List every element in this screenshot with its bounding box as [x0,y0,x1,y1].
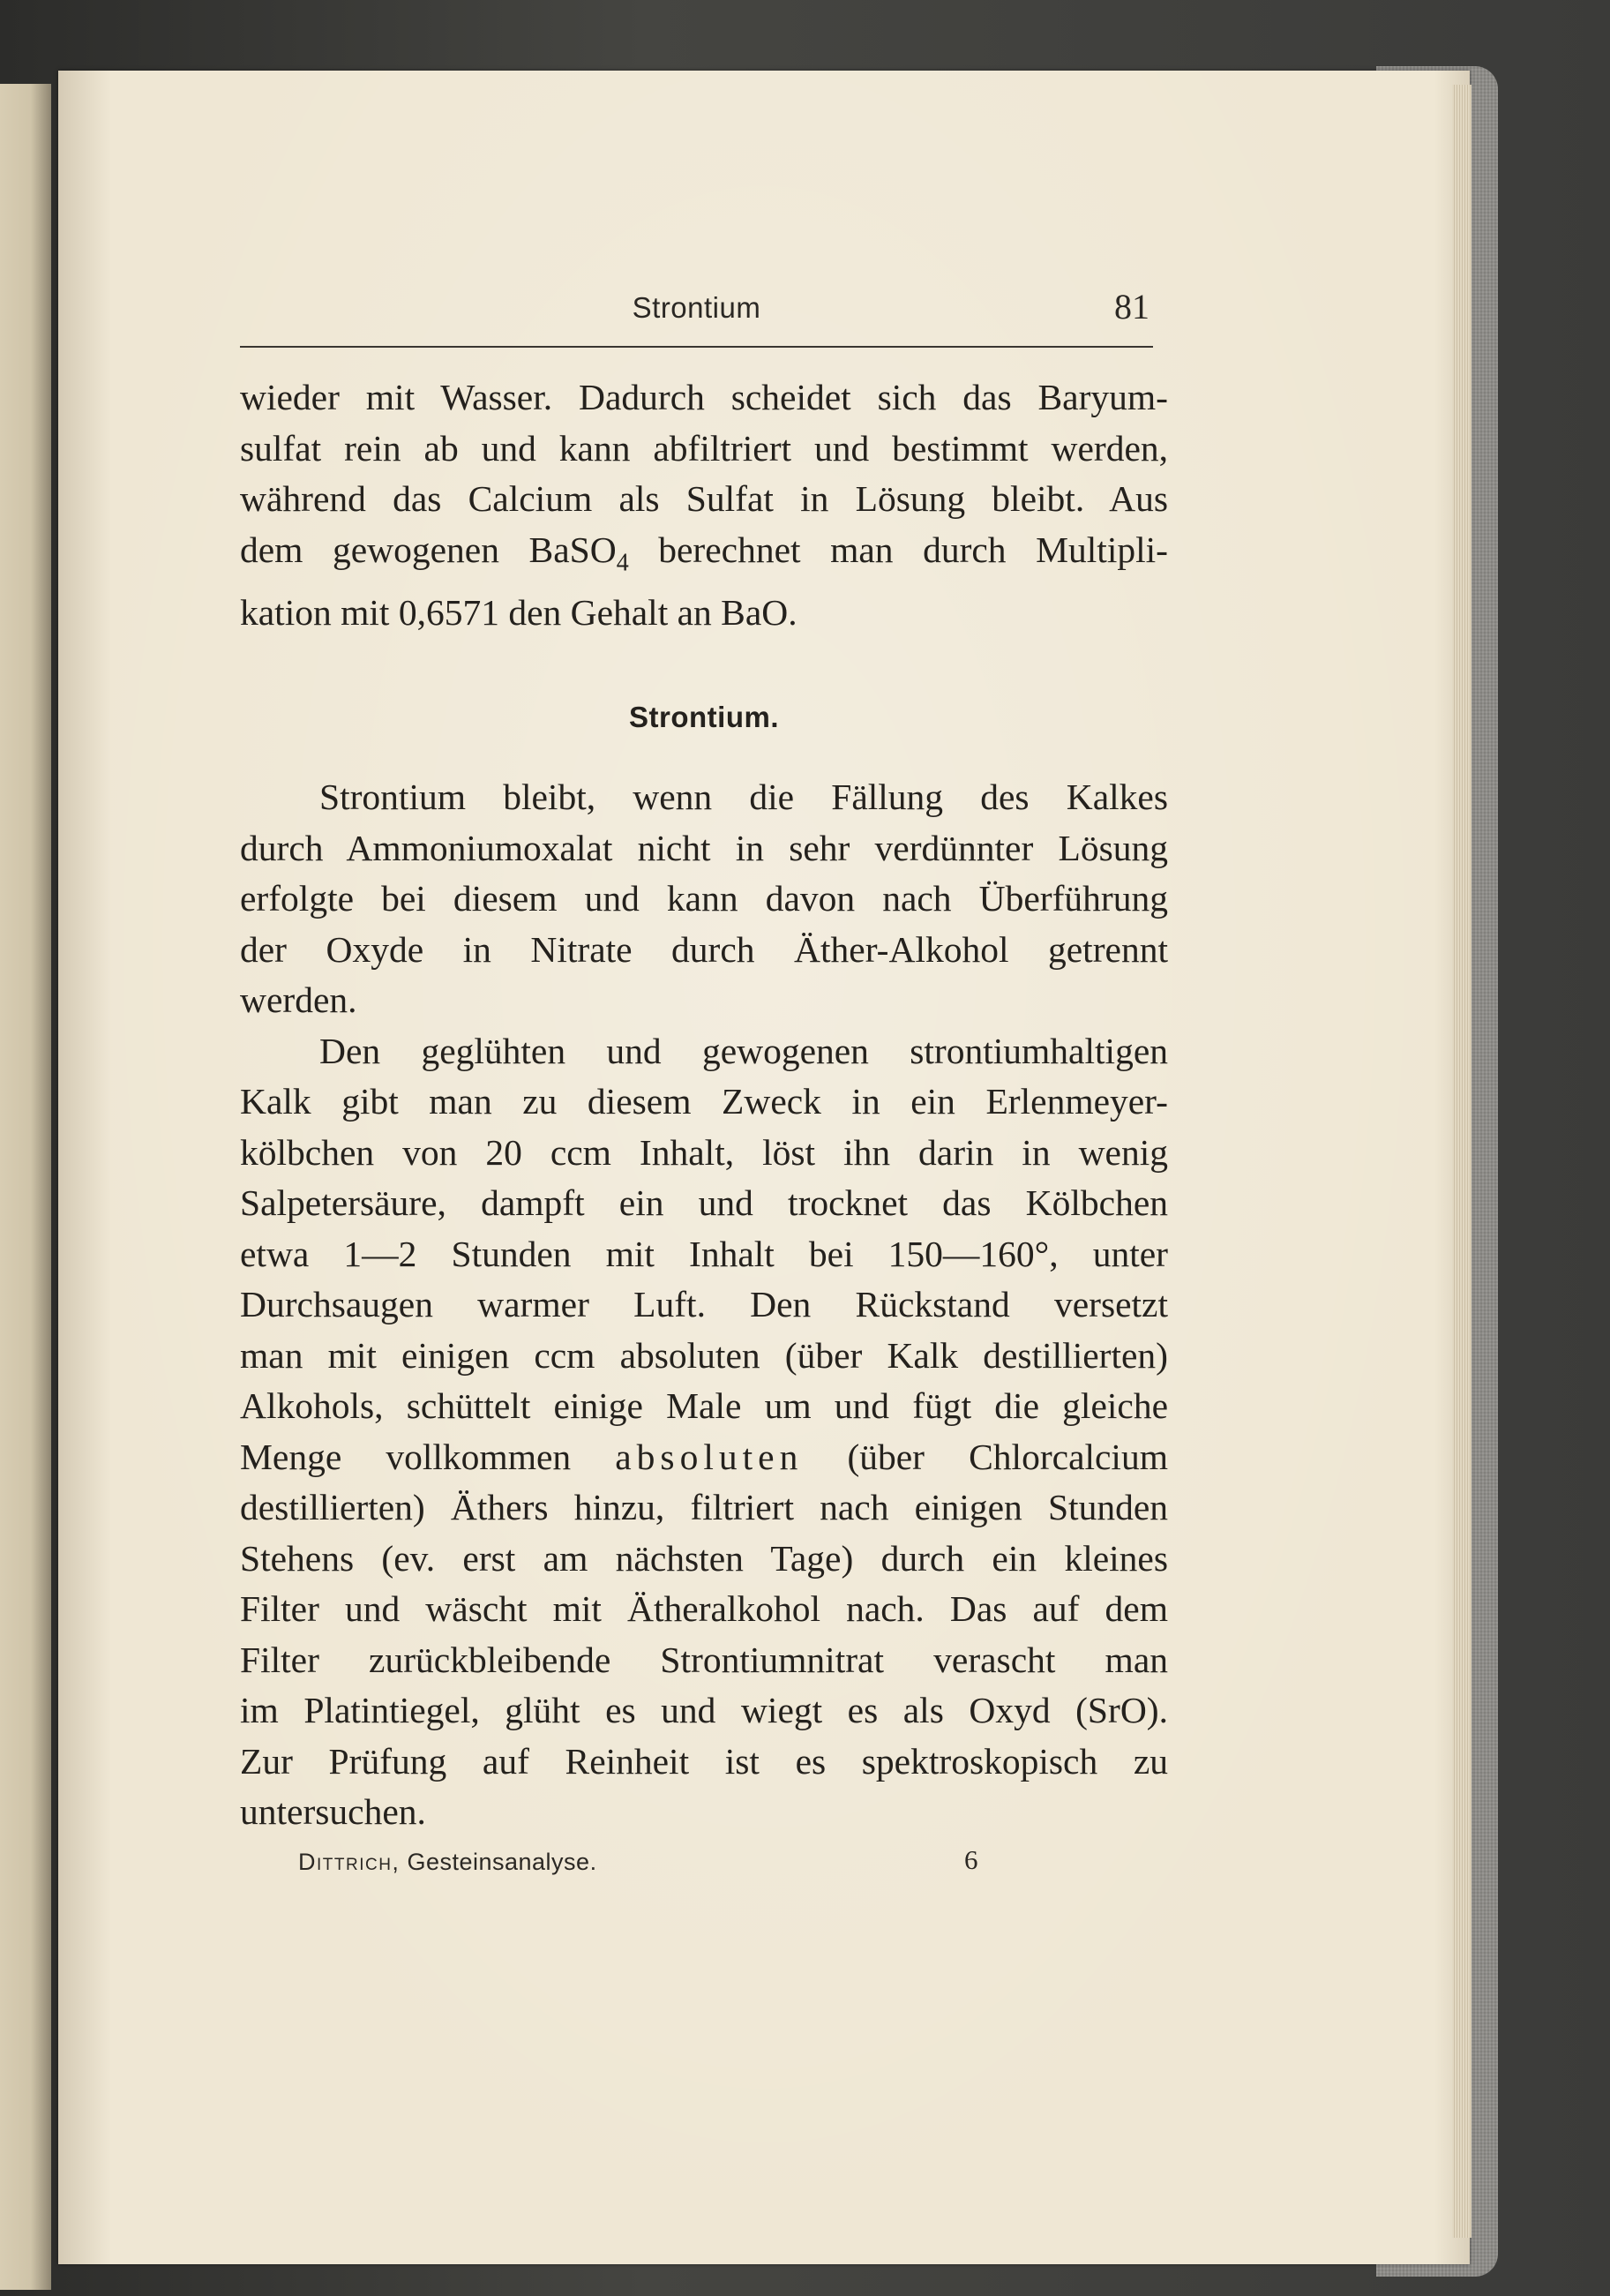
facing-page-edge [0,84,51,2290]
text-line: durch Ammoniumoxalat nicht in sehr verdünnter Lösung [240,827,1168,868]
text-line: wieder mit Wasser. Dadurch scheidet sich das Baryum- [240,377,1168,417]
text-line: erfolgte bei diesem und kann davon nach Überführung [240,878,1168,919]
text-line: etwa 1—2 Stunden mit Inhalt bei 150—160°, unter [240,1233,1168,1274]
section-heading: Strontium. [629,700,779,733]
text-line: Alkohols, schüttelt einige Male um und fügt die gleiche [240,1385,1168,1427]
text-line: Stehens (ev. erst am nächsten Tage) durch ein kleines [240,1537,1168,1579]
formula-baso: dem gewogenen BaSO [240,529,617,570]
text-line: Strontium bleibt, wenn die Fällung des Kalkes [319,777,1168,818]
text-line: Filter und wäscht mit Ätheralkohol nach. Das auf dem [240,1588,1168,1630]
text-line-formula [240,525,1168,589]
formula-rest: berechnet man durch Multipli- [628,529,1168,570]
text-line: Filter zurückbleibende Strontiumnitrat verascht man [240,1639,1168,1680]
spaced-emphasis: absoluten [615,1436,804,1477]
formula-subscript: 4 [616,548,629,576]
page-fore-edge [1452,85,1471,2238]
text-line-spaced [240,1432,1168,1483]
text-line: während das Calcium als Sulfat in Lösung bleibt. Aus [240,478,1168,519]
footer-title: Gesteinsanalyse. [407,1849,597,1875]
line-start: Menge vollkommen [240,1436,616,1477]
paragraph-baryum [240,372,1168,639]
running-title: Strontium [632,291,761,324]
text-line: kölbchen von 20 ccm Inhalt, löst ihn darin in wenig [240,1131,1168,1173]
text-line: destillierten) Äthers hinzu, filtriert nach einigen Stunden [240,1487,1168,1528]
text-line: im Platintiegel, glüht es und wiegt es als Oxyd (SrO). [240,1690,1168,1731]
signature-mark: 6 [964,1844,978,1875]
footer-author: Dittrich, [298,1849,401,1875]
text-line: kation mit 0,6571 den Gehalt an BaO. [240,592,798,634]
page-body [240,372,1168,1838]
text-line: sulfat rein ab und kann abfiltriert und bestimmt werden, [240,427,1168,469]
text-line: werden. [240,979,357,1021]
text-line: der Oxyde in Nitrate durch Äther-Alkohol getrennt [240,928,1168,970]
text-line: Kalk gibt man zu diesem Zweck in ein Erlenmeyer- [240,1081,1168,1122]
line-end: (über Chlorcalcium [803,1436,1168,1477]
text-line: Zur Prüfung auf Reinheit ist es spektroskopisch zu [240,1740,1168,1782]
text-line: untersuchen. [240,1791,426,1833]
text-line: man mit einigen ccm absoluten (über Kalk destillierten) [240,1334,1168,1376]
paragraph-strontium-intro [240,772,1168,1026]
page-number: 81 [1114,287,1149,326]
page-header [240,281,1153,348]
paragraph-method [240,1026,1168,1838]
text-line: Den geglühten und gewogenen strontiumhaltigen [319,1030,1168,1071]
text-line: Salpetersäure, dampft ein und trocknet das Kölbchen [240,1182,1168,1224]
text-line: Durchsaugen warmer Luft. Den Rückstand versetzt [240,1284,1168,1325]
footer-citation [298,1849,597,1876]
